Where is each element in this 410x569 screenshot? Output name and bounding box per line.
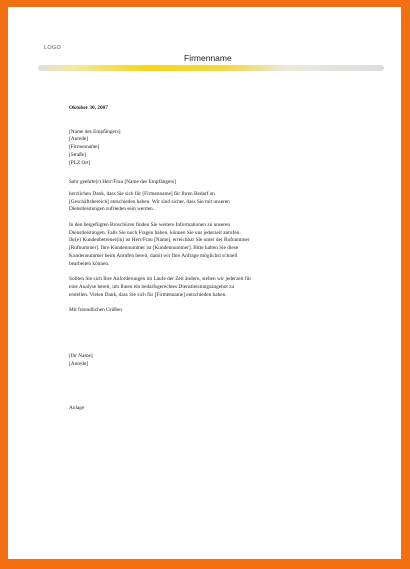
closing: Mit freundlichen Grüßen (69, 307, 122, 314)
address-line-company: [Firmenname] (69, 144, 100, 151)
address-line-street: [Straße] (69, 151, 87, 158)
paragraph-line: Dienstleistungen zufrieden sein werden. (69, 206, 155, 213)
address-line-city: [PLZ Ort] (69, 159, 91, 166)
paragraph-line: Kundennummer beim Anrufen bereit, damit wir Ihre Anfrage möglichst schnell (69, 252, 238, 259)
letter-page (8, 7, 401, 559)
paragraph-line: Ihr(e) Kundenbetreuer(in) ist Herr/Frau [Name], erreichbar Sie unter der Rufnummer (69, 237, 250, 244)
paragraph-1 (69, 191, 334, 214)
company-name: Firmenname (184, 53, 232, 63)
address-line-title: [Anrede] (69, 136, 89, 143)
paragraph-line: Dienstleistungen. Falls Sie noch Fragen haben, können Sie uns jederzeit anrufen. (69, 229, 241, 236)
paragraph-line: erstellen. Vielen Dank, dass Sie sich für [Firmenname] entschieden haben. (69, 291, 227, 298)
paragraph-2 (69, 222, 334, 268)
paragraph-line: [Rufnummer]. Ihre Kundennummer ist [Kundennummer]. Bitte halten Sie diese (69, 245, 239, 252)
paragraph-line: [Geschäftsbereich] entschieden haben. Wir sind sicher, dass Sie mit unseren (69, 198, 230, 205)
paragraph-line: bearbeiten können. (69, 260, 110, 267)
address-line-name: [Name des Empfängers] (69, 128, 121, 135)
recipient-address (69, 129, 334, 168)
signature-name: [Ihr Name] (69, 353, 93, 360)
paragraph-line: In den beigefügten Broschüren finden Sie weitere Informationen zu unseren (69, 222, 231, 229)
header-accent-bar (38, 65, 384, 71)
letter-date: Oktober 30, 2007 (69, 105, 108, 111)
paragraph-line: Sollten Sie sich Ihre Anforderungen im Laufe der Zeit ändern, stehen wir jederzeit für (69, 276, 252, 283)
company-logo: LOGO (44, 45, 62, 51)
enclosure: Anlage (69, 405, 85, 412)
letter-body (69, 105, 334, 413)
paragraph-line: herzlichen Dank, dass Sie sich für [Firmenname] für Ihren Bedarf an (69, 190, 215, 197)
paragraph-3 (69, 276, 334, 299)
signature-block (69, 353, 334, 368)
salutation: Sehr geehrte(r) Herr/Frau [Name des Empfängers] (69, 179, 176, 186)
paragraph-line: eine Analyse bereit, um Ihnen ein bedarfsgerechtes Dienstleistungsangebot zu (69, 283, 235, 290)
signature-title: [Anrede] (69, 360, 89, 367)
